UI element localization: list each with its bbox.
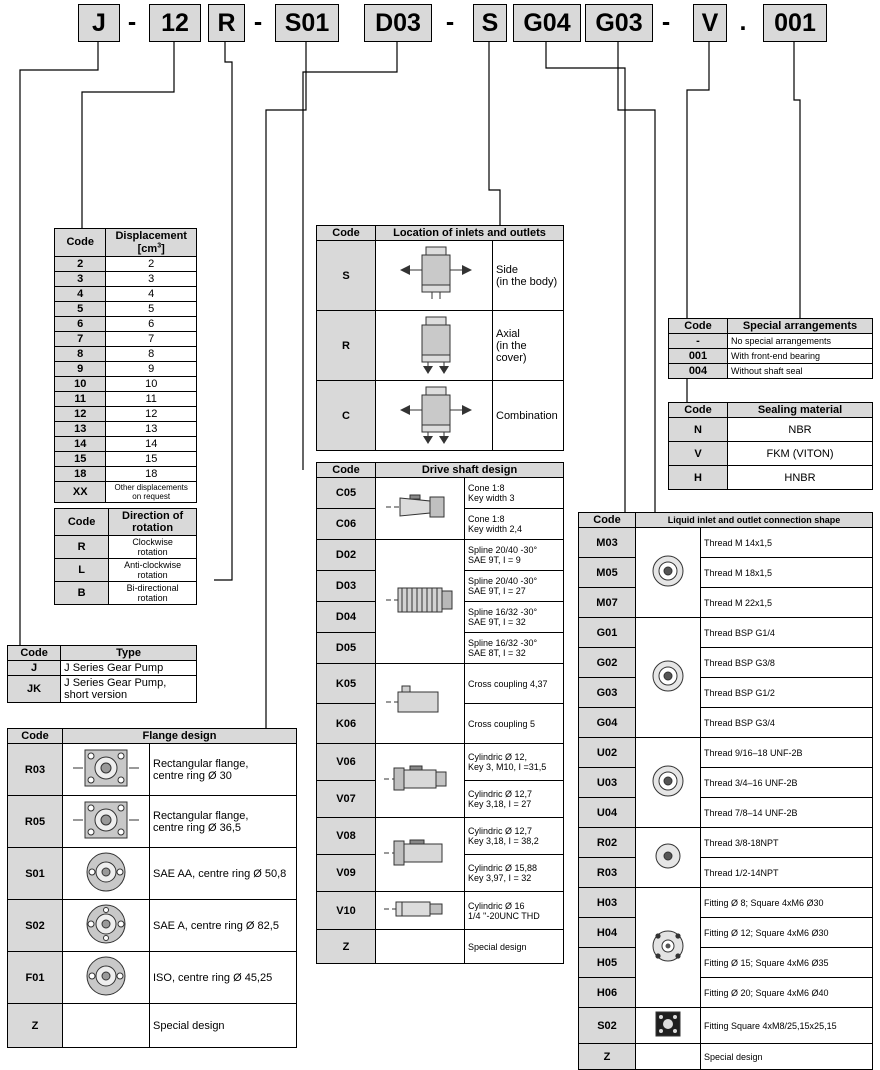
- flange-desc-line1: ISO, centre ring Ø 45,25: [153, 971, 273, 984]
- shaft-desc-line1: Spline 20/40 -30°: [468, 545, 538, 555]
- rotation-table: [54, 508, 197, 605]
- shaft-desc: [465, 744, 564, 781]
- code-segment-rotation[interactable]: R: [208, 4, 245, 42]
- connection-code[interactable]: G03: [579, 678, 636, 708]
- type-desc: [61, 676, 197, 703]
- connection-code[interactable]: U04: [579, 798, 636, 828]
- displacement-header-code: Code: [55, 229, 106, 257]
- rotation-desc-line2: rotation: [137, 547, 168, 557]
- shaft-desc: [465, 509, 564, 540]
- rotation-header-line2: rotation: [132, 522, 174, 534]
- shaft-code[interactable]: C05: [317, 478, 376, 509]
- code-segment-displacement[interactable]: 12: [149, 4, 201, 42]
- flange-desc-line2: centre ring Ø 30: [153, 769, 232, 782]
- displacement-code[interactable]: 13: [55, 421, 106, 436]
- shaft-desc-line1: Cross coupling 5: [468, 718, 536, 729]
- shaft-code[interactable]: D02: [317, 540, 376, 571]
- rotation-code[interactable]: L: [55, 559, 109, 582]
- connection-desc: Thread BSP G3/4: [701, 708, 873, 738]
- location-desc-line1: Side: [496, 263, 519, 276]
- flange-round-icon: [63, 952, 150, 1004]
- flange-rect-icon: [63, 796, 150, 848]
- shaft-desc-line2: Key width 2,4: [468, 524, 523, 534]
- displacement-code[interactable]: 8: [55, 346, 106, 361]
- shaft-desc-line1: Cylindric Ø 12,: [468, 752, 528, 762]
- rotation-header-line1: Direction of: [122, 510, 184, 522]
- special-code[interactable]: 001: [669, 349, 728, 364]
- displacement-code[interactable]: 18: [55, 466, 106, 481]
- connection-code[interactable]: U02: [579, 738, 636, 768]
- displacement-value: 5: [106, 301, 197, 316]
- sealing-desc: HNBR: [728, 466, 873, 490]
- connection-desc: Thread BSP G1/2: [701, 678, 873, 708]
- flange-desc: [150, 1004, 297, 1048]
- rotation-header-code: Code: [55, 509, 109, 536]
- connection-empty-cell: [636, 1044, 701, 1070]
- sealing-code[interactable]: H: [669, 466, 728, 490]
- code-segment-series[interactable]: J: [78, 4, 120, 42]
- displacement-value: 6: [106, 316, 197, 331]
- inlet-location-table: [316, 225, 564, 451]
- displacement-value: 8: [106, 346, 197, 361]
- type-table: [7, 645, 197, 703]
- shaft-desc-line2: SAE 9T, I = 9: [468, 555, 521, 565]
- connection-code[interactable]: G04: [579, 708, 636, 738]
- code-segment-outlet[interactable]: G03: [585, 4, 653, 42]
- shaft-cyl2-icon: [376, 818, 465, 892]
- special-desc: With front-end bearing: [728, 349, 873, 364]
- connection-code[interactable]: H03: [579, 888, 636, 918]
- flange-desc-line1: SAE AA, centre ring Ø 50,8: [153, 867, 287, 880]
- shaft-code[interactable]: V06: [317, 744, 376, 781]
- displacement-code[interactable]: 10: [55, 376, 106, 391]
- type-header-code: Code: [8, 646, 61, 661]
- shaft-cross-icon: [376, 664, 465, 744]
- shaft-desc-line1: Cross coupling 4,37: [468, 678, 548, 689]
- displacement-value: 2: [106, 256, 197, 271]
- shaft-desc: [465, 633, 564, 664]
- type-desc: [61, 661, 197, 676]
- sealing-code[interactable]: N: [669, 418, 728, 442]
- shaft-code[interactable]: K05: [317, 664, 376, 704]
- code-segment-inlet[interactable]: G04: [513, 4, 581, 42]
- shaft-desc: [465, 664, 564, 704]
- shaft-desc: [465, 930, 564, 964]
- displacement-code[interactable]: 14: [55, 436, 106, 451]
- special-arrangements-table: [668, 318, 873, 379]
- connection-code[interactable]: S02: [579, 1008, 636, 1044]
- shaft-code[interactable]: D04: [317, 602, 376, 633]
- connection-desc: Thread 1/2-14NPT: [701, 858, 873, 888]
- shaft-desc-line2: Key 3,18, I = 27: [468, 799, 532, 809]
- connection-desc: Thread M 22x1,5: [701, 588, 873, 618]
- special-header-title: Special arrangements: [728, 319, 873, 334]
- connection-desc: Fitting Ø 8; Square 4xM6 Ø30: [701, 888, 873, 918]
- shaft-desc: [465, 892, 564, 930]
- connection-desc: Thread M 14x1,5: [701, 528, 873, 558]
- shaft-desc-line1: Cone 1:8: [468, 483, 505, 493]
- displacement-code[interactable]: 12: [55, 406, 106, 421]
- rotation-desc-line1: Clockwise: [132, 537, 173, 547]
- location-code[interactable]: C: [317, 381, 376, 451]
- sealing-desc: NBR: [728, 418, 873, 442]
- flange-desc-line1: SAE A, centre ring Ø 82,5: [153, 919, 279, 932]
- shaft-desc-line1: Special design: [468, 941, 527, 952]
- connection-header-title: Liquid inlet and outlet connection shape: [636, 513, 873, 528]
- code-separator-1: -: [127, 7, 137, 36]
- displacement-value: 11: [106, 391, 197, 406]
- flange-rect-icon: [63, 744, 150, 796]
- special-code[interactable]: 004: [669, 364, 728, 379]
- displacement-code[interactable]: 3: [55, 271, 106, 286]
- port-round-icon: [636, 738, 701, 828]
- code-separator-3: -: [445, 7, 455, 36]
- location-desc-line2: (in the cover): [496, 339, 527, 364]
- pump-axial-ports-icon: [376, 311, 493, 381]
- rotation-header-title: [109, 509, 197, 536]
- connection-code[interactable]: H06: [579, 978, 636, 1008]
- shaft-header-code: Code: [317, 463, 376, 478]
- displacement-value: 3: [106, 271, 197, 286]
- displacement-code[interactable]: 5: [55, 301, 106, 316]
- code-segment-shaft[interactable]: D03: [364, 4, 432, 42]
- special-header-code: Code: [669, 319, 728, 334]
- shaft-desc-line2: Key 3,97, I = 32: [468, 873, 532, 883]
- connection-desc: Thread 7/8–14 UNF-2B: [701, 798, 873, 828]
- displacement-header-line2: $[cm^3]$: [137, 242, 165, 255]
- shaft-code[interactable]: V10: [317, 892, 376, 930]
- displacement-table: [54, 228, 197, 503]
- connection-code[interactable]: R02: [579, 828, 636, 858]
- type-code[interactable]: JK: [8, 676, 61, 703]
- location-desc: [493, 381, 564, 451]
- type-desc-line1: J Series Gear Pump: [64, 662, 164, 674]
- shaft-desc-line1: Cylindric Ø 15,88: [468, 863, 538, 873]
- order-code-bar: [0, 0, 880, 48]
- shaft-code[interactable]: D05: [317, 633, 376, 664]
- connection-desc: Fitting Ø 12; Square 4xM6 Ø30: [701, 918, 873, 948]
- shaft-cyl-icon: [376, 744, 465, 818]
- location-code[interactable]: S: [317, 241, 376, 311]
- rotation-desc-line2: rotation: [137, 593, 168, 603]
- rotation-code[interactable]: R: [55, 536, 109, 559]
- rotation-desc-line2: rotation: [137, 570, 168, 580]
- port-round-icon: [636, 618, 701, 738]
- rotation-desc: [109, 582, 197, 605]
- shaft-desc-line1: Spline 16/32 -30°: [468, 638, 538, 648]
- location-desc-line1: Axial: [496, 327, 520, 340]
- flange-desc: [150, 744, 297, 796]
- shaft-desc: [465, 704, 564, 744]
- code-separator-4: -: [661, 7, 671, 36]
- sealing-header-title: Sealing material: [728, 403, 873, 418]
- connection-desc: Thread BSP G3/8: [701, 648, 873, 678]
- shaft-desc-line2: SAE 8T, I = 32: [468, 648, 526, 658]
- shaft-desc: [465, 478, 564, 509]
- connection-code[interactable]: R03: [579, 858, 636, 888]
- rotation-desc-line1: Anti-clockwise: [124, 560, 182, 570]
- displacement-code[interactable]: 11: [55, 391, 106, 406]
- special-code[interactable]: -: [669, 334, 728, 349]
- connection-code[interactable]: M07: [579, 588, 636, 618]
- shaft-desc: [465, 818, 564, 855]
- flange-code[interactable]: R03: [8, 744, 63, 796]
- flange-desc: [150, 952, 297, 1004]
- displacement-code[interactable]: 6: [55, 316, 106, 331]
- special-desc: No special arrangements: [728, 334, 873, 349]
- shaft-desc-line1: Cylindric Ø 16: [468, 900, 525, 911]
- displacement-value: 9: [106, 361, 197, 376]
- connection-desc: Fitting Square 4xM8/25,15x25,15: [701, 1008, 873, 1044]
- location-desc: [493, 241, 564, 311]
- type-desc-line1: J Series Gear Pump,: [64, 677, 167, 689]
- shaft-desc-line1: Spline 20/40 -30°: [468, 576, 538, 586]
- shaft-desc-line1: Spline 16/32 -30°: [468, 607, 538, 617]
- shaft-code[interactable]: K06: [317, 704, 376, 744]
- rotation-code[interactable]: B: [55, 582, 109, 605]
- displacement-code[interactable]: 9: [55, 361, 106, 376]
- sealing-header-code: Code: [669, 403, 728, 418]
- shaft-desc-line2: 1/4 ''-20UNC THD: [468, 910, 540, 921]
- displacement-header-line1: Displacement: [115, 230, 187, 242]
- type-desc-line2: short version: [64, 689, 128, 701]
- connection-desc: Special design: [701, 1044, 873, 1070]
- flange-table: [7, 728, 297, 1048]
- location-header-title: Location of inlets and outlets: [376, 226, 564, 241]
- displacement-code[interactable]: 4: [55, 286, 106, 301]
- shaft-spline-icon: [376, 540, 465, 664]
- port-square-flange-icon: [636, 888, 701, 1008]
- flange-round-icon: [63, 848, 150, 900]
- shaft-code[interactable]: C06: [317, 509, 376, 540]
- code-segment-sealing[interactable]: V: [693, 4, 727, 42]
- displacement-value: 12: [106, 406, 197, 421]
- shaft-thread-icon: [376, 892, 465, 930]
- flange-desc-line2: centre ring Ø 36,5: [153, 821, 242, 834]
- shaft-desc-line1: Cone 1:8: [468, 514, 505, 524]
- shaft-desc-line1: Cylindric Ø 12,7: [468, 789, 533, 799]
- port-round-icon: [636, 528, 701, 618]
- code-separator-5: .: [739, 7, 747, 36]
- pump-combination-ports-icon: [376, 381, 493, 451]
- connection-code[interactable]: G01: [579, 618, 636, 648]
- code-segment-flange[interactable]: S01: [275, 4, 339, 42]
- shaft-desc-line2: SAE 9T, I = 27: [468, 586, 526, 596]
- shaft-empty-cell: [376, 930, 465, 964]
- displacement-code[interactable]: XX: [55, 481, 106, 502]
- rotation-desc: [109, 559, 197, 582]
- flange-desc-line1: Special design: [153, 1019, 225, 1032]
- flange-desc: [150, 796, 297, 848]
- shaft-desc: [465, 855, 564, 892]
- sealing-code[interactable]: V: [669, 442, 728, 466]
- shaft-code[interactable]: V08: [317, 818, 376, 855]
- sealing-desc: FKM (VITON): [728, 442, 873, 466]
- shaft-desc-line1: Cylindric Ø 12,7: [468, 826, 533, 836]
- connection-desc: Thread 3/8-18NPT: [701, 828, 873, 858]
- flange-code[interactable]: Z: [8, 1004, 63, 1048]
- connection-desc: Thread 9/16–18 UNF-2B: [701, 738, 873, 768]
- displacement-value: 18: [106, 466, 197, 481]
- code-segment-port-location[interactable]: S: [473, 4, 507, 42]
- shaft-code[interactable]: D03: [317, 571, 376, 602]
- shaft-desc-line2: Key width 3: [468, 493, 515, 503]
- flange-header-code: Code: [8, 729, 63, 744]
- location-code[interactable]: R: [317, 311, 376, 381]
- location-desc-line1: Combination: [496, 409, 558, 422]
- connection-desc: Fitting Ø 20; Square 4xM6 Ø40: [701, 978, 873, 1008]
- flange-code[interactable]: S01: [8, 848, 63, 900]
- flange-code[interactable]: F01: [8, 952, 63, 1004]
- displacement-code[interactable]: 2: [55, 256, 106, 271]
- location-header-code: Code: [317, 226, 376, 241]
- flange-desc: [150, 900, 297, 952]
- connection-code[interactable]: M03: [579, 528, 636, 558]
- shaft-desc-line2: Key 3,18, I = 38,2: [468, 836, 539, 846]
- displacement-value: 15: [106, 451, 197, 466]
- shaft-desc-line2: SAE 9T, I = 32: [468, 617, 526, 627]
- rotation-desc: [109, 536, 197, 559]
- displacement-code[interactable]: 15: [55, 451, 106, 466]
- connection-code[interactable]: H05: [579, 948, 636, 978]
- displacement-value: 7: [106, 331, 197, 346]
- shaft-cone-icon: [376, 478, 465, 540]
- type-header-title: Type: [61, 646, 197, 661]
- displacement-code[interactable]: 7: [55, 331, 106, 346]
- shaft-code[interactable]: V09: [317, 855, 376, 892]
- port-round-small-icon: [636, 828, 701, 888]
- displacement-header-value: [106, 229, 197, 257]
- code-segment-special[interactable]: 001: [763, 4, 827, 42]
- displacement-value: Other displacements on request: [106, 481, 197, 502]
- shaft-desc: [465, 540, 564, 571]
- displacement-value: 4: [106, 286, 197, 301]
- displacement-value: 13: [106, 421, 197, 436]
- location-desc: [493, 311, 564, 381]
- connection-code[interactable]: U03: [579, 768, 636, 798]
- flange-header-title: Flange design: [63, 729, 297, 744]
- connection-code[interactable]: Z: [579, 1044, 636, 1070]
- shaft-desc-line2: Key 3, M10, I =31,5: [468, 762, 547, 772]
- port-square-icon: [636, 1008, 701, 1044]
- shaft-code[interactable]: Z: [317, 930, 376, 964]
- flange-code[interactable]: S02: [8, 900, 63, 952]
- shaft-desc: [465, 781, 564, 818]
- connection-shape-table: [578, 512, 873, 1070]
- code-separator-2: -: [253, 7, 263, 36]
- flange-empty-cell: [63, 1004, 150, 1048]
- shaft-desc: [465, 571, 564, 602]
- flange-code[interactable]: R05: [8, 796, 63, 848]
- connection-code[interactable]: M05: [579, 558, 636, 588]
- special-desc: Without shaft seal: [728, 364, 873, 379]
- rotation-desc-line1: Bi-directional: [126, 583, 179, 593]
- flange-desc: [150, 848, 297, 900]
- flange-desc-line1: Rectangular flange,: [153, 809, 249, 822]
- shaft-code[interactable]: V07: [317, 781, 376, 818]
- location-desc-line2: (in the body): [496, 275, 558, 288]
- connection-code[interactable]: G02: [579, 648, 636, 678]
- displacement-value: 14: [106, 436, 197, 451]
- connection-desc: Thread M 18x1,5: [701, 558, 873, 588]
- flange-round-icon: [63, 900, 150, 952]
- pump-side-ports-icon: [376, 241, 493, 311]
- shaft-desc: [465, 602, 564, 633]
- connection-desc: Fitting Ø 15; Square 4xM6 Ø35: [701, 948, 873, 978]
- connection-desc: Thread BSP G1/4: [701, 618, 873, 648]
- connection-code[interactable]: H04: [579, 918, 636, 948]
- shaft-header-title: Drive shaft design: [376, 463, 564, 478]
- drive-shaft-table: [316, 462, 564, 964]
- sealing-material-table: [668, 402, 873, 490]
- type-code[interactable]: J: [8, 661, 61, 676]
- connection-header-code: Code: [579, 513, 636, 528]
- flange-desc-line1: Rectangular flange,: [153, 757, 249, 770]
- connection-desc: Thread 3/4–16 UNF-2B: [701, 768, 873, 798]
- displacement-value: 10: [106, 376, 197, 391]
